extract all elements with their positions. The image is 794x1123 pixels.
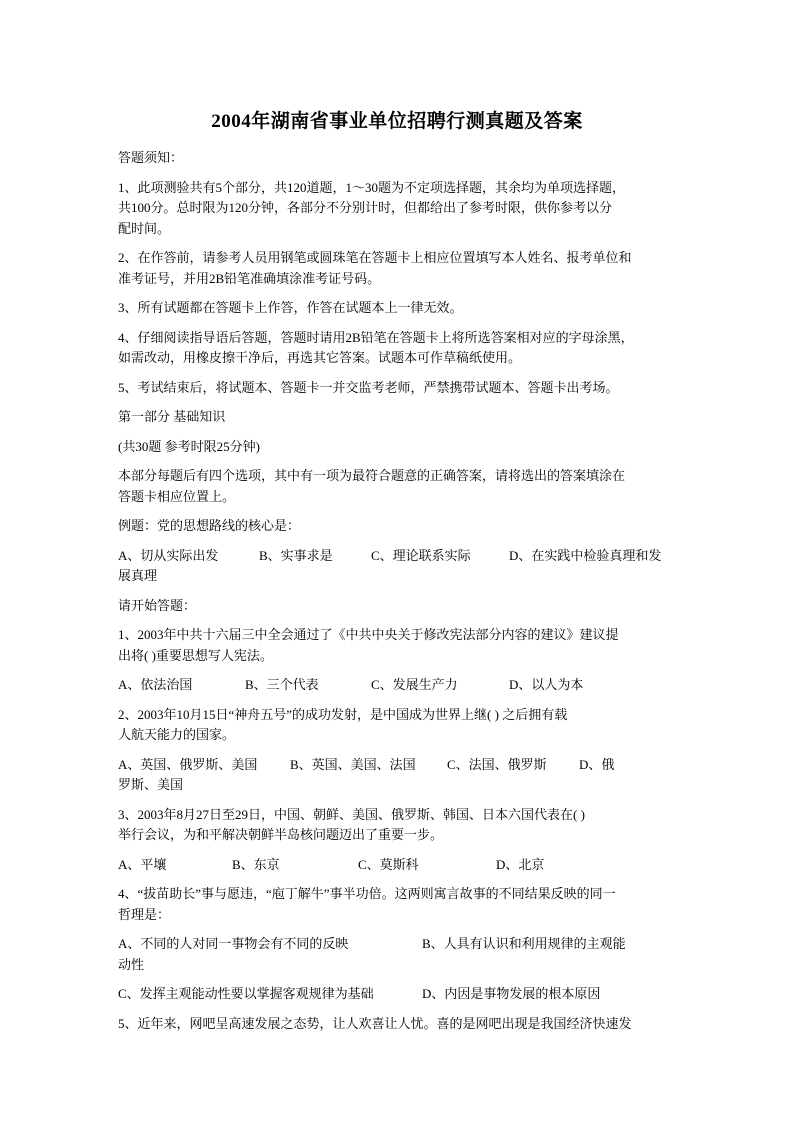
text-line: 如需改动，用橡皮擦干净后，再选其它答案。试题本可作草稿纸使用。 <box>118 350 522 365</box>
option-b: B、三个代表 <box>245 677 319 692</box>
option-continuation: 动性 <box>118 956 145 972</box>
text-line: 哲理是： <box>118 906 171 922</box>
text-line: 举行会议，为和平解决朝鲜半岛核问题迈出了重要一步。 <box>118 827 444 842</box>
text-line: 本部分每题后有四个选项，其中有一项为最符合题意的正确答案，请将选出的答案填涂在 <box>118 468 626 483</box>
option-c: C、发挥主观能动性要以掌握客观规律为基础 <box>118 986 374 1001</box>
text-line: 人航天能力的国家。 <box>118 727 236 742</box>
option-a: A、平壤 <box>118 856 167 872</box>
question-1 <box>118 625 688 666</box>
question-3 <box>118 805 688 846</box>
option-b: B、人具有认识和利用规律的主观能 <box>422 936 626 951</box>
question-2-options <box>118 755 688 796</box>
question-2 <box>118 705 688 746</box>
notice-4 <box>118 328 688 369</box>
text-line: 答题卡相应位置上。 <box>118 488 236 504</box>
question-1-options <box>118 675 688 696</box>
option-a: A、英国、俄罗斯、美国 <box>118 756 258 772</box>
section-instructions <box>118 466 688 507</box>
section-subheading: (共30题 参考时限25分钟) <box>118 438 260 454</box>
option-c: C、理论联系实际 <box>371 547 471 563</box>
text-line: 2、2003年10月15日“神舟五号”的成功发射，是中国成为世界上继( ) 之后拥有载 <box>118 706 568 722</box>
notice-5 <box>118 378 688 399</box>
text-line: 3、2003年8月27日至29日，中国、朝鲜、美国、俄罗斯、韩国、日本六国代表在( ) <box>118 806 585 822</box>
option-a: A、依法治国 <box>118 677 193 692</box>
notice-2 <box>118 248 688 289</box>
question-3-options <box>118 855 688 876</box>
text-line: 3、所有试题都在答题卡上作答，作答在试题本上一律无效。 <box>118 300 463 315</box>
option-c: C、莫斯科 <box>358 856 419 872</box>
option-d: D、内因是事物发展的根本原因 <box>422 986 601 1001</box>
option-continuation: 罗斯、美国 <box>118 777 184 792</box>
option-d: D、北京 <box>496 856 545 872</box>
notice-heading: 答题须知： <box>118 150 184 165</box>
text-line: 2、在作答前，请参考人员用钢笔或圆珠笔在答题卡上相应位置填写本人姓名、报考单位和 <box>118 250 632 265</box>
option-d: D、以人为本 <box>509 677 584 692</box>
question-4-options-cd <box>118 984 688 1005</box>
option-a: A、切从实际出发 <box>118 547 219 563</box>
option-a: A、不同的人对同一事物会有不同的反映 <box>118 936 349 951</box>
text-line: 4、仔细阅读指导语后答题，答题时请用2B铅笔在答题卡上将所选答案相对应的字母涂黑， <box>118 329 634 345</box>
notice-1 <box>118 178 688 240</box>
document-title: 2004年湖南省事业单位招聘行测真题及答案 <box>211 111 583 132</box>
option-b: B、英国、美国、法国 <box>290 756 416 772</box>
text-line: 1、此项测验共有5个部分，共120道题，1～30题为不定项选择题，其余均为单项选择题， <box>118 179 626 195</box>
section-heading: 第一部分 基础知识 <box>118 409 226 424</box>
question-4-options-ab <box>118 934 688 975</box>
text-line: 共100分。总时限为120分钟，各部分不分别计时，但都给出了参考时限，供你参考以分 <box>118 200 613 215</box>
option-d: D、在实践中检验真理和发 <box>509 547 662 563</box>
text-line: 准考证号，并用2B铅笔准确填涂准考证号码。 <box>118 270 381 286</box>
option-b: B、东京 <box>232 856 280 872</box>
option-d: D、俄 <box>579 756 615 772</box>
text-line: 出将( )重要思想写人宪法。 <box>118 647 273 663</box>
text-line: 5、近年来，网吧呈高速发展之态势，让人欢喜让人忧。喜的是网吧出现是我国经济快速发 <box>118 1015 632 1031</box>
option-c: C、发展生产力 <box>371 677 458 692</box>
question-5 <box>118 1014 688 1035</box>
option-continuation: 展真理 <box>118 568 158 583</box>
text-line: 5、考试结束后，将试题本、答题卡一并交监考老师，严禁携带试题本、答题卡出考场。 <box>118 379 619 395</box>
question-4 <box>118 884 688 925</box>
text-line: 配时间。 <box>118 220 171 236</box>
option-b: B、实事求是 <box>259 547 333 563</box>
start-prompt: 请开始答题： <box>118 597 197 613</box>
document-body <box>118 148 688 1043</box>
example-question: 例题：党的思想路线的核心是： <box>118 518 301 533</box>
text-line: 4、“拔苗助长”事与愿违，“庖丁解牛”事半功倍。这两则寓言故事的不同结果反映的同一 <box>118 886 616 901</box>
option-c: C、法国、俄罗斯 <box>447 756 547 772</box>
notice-3 <box>118 298 688 319</box>
example-options <box>118 546 688 587</box>
text-line: 1、2003年中共十六届三中全会通过了《中共中央关于修改宪法部分内容的建议》建议提 <box>118 627 619 642</box>
